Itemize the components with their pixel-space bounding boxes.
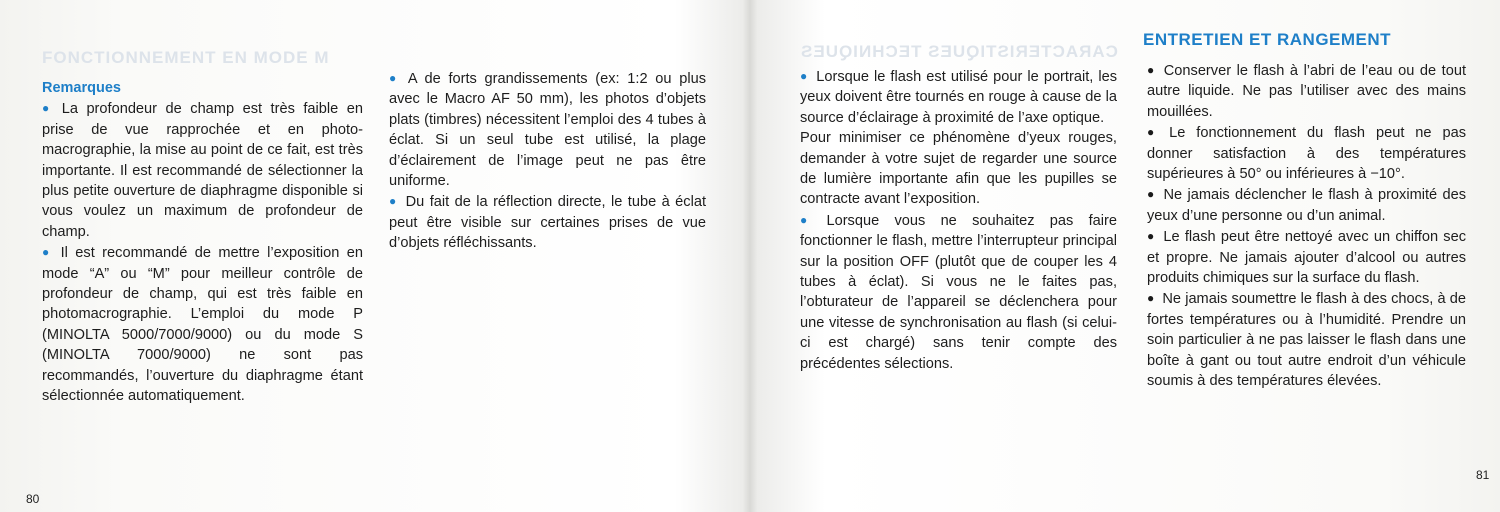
paragraph: ● Du fait de la réflection directe, le tube à éclat peut être visible sur certaines prises de vue d’objets réfléchissants. — [389, 194, 706, 252]
bullet-icon: ● — [800, 69, 809, 83]
bullet-icon: ● — [42, 245, 53, 260]
bullet-icon: ● — [1147, 291, 1155, 306]
bullet-icon: ● — [1147, 187, 1156, 202]
paragraph: ● La profondeur de champ est très faible en prise de vue rapprochée et en photomacrographie, la mise au point de ce fait, est très importante. Il est recommandé de sélectionner la plus petite ouverture de diaphragme disponible si vous voulez un maximum de profondeur de champ. — [42, 101, 364, 240]
paragraph: ● Conserver le flash à l’abri de l’eau ou de tout autre liquide. Ne pas l’utiliser avec des mains mouillées. — [1147, 63, 1466, 120]
bullet-icon: ● — [389, 194, 398, 209]
remarques-heading: Remarques — [42, 80, 121, 96]
left-page-column-2 — [389, 68, 706, 254]
paragraph: ● A de forts grandissements (ex: 1:2 ou plus avec le Macro AF 50 mm), les photos d’objets plats (timbres) nécessitent l’emploi des 4 tubes à éclat. Si un seul tube est utilisé, la plage d’éclairement de l’image peut ne pas être uniforme. — [389, 71, 706, 190]
entretien-heading: ENTRETIEN ET RANGEMENT — [1143, 30, 1392, 49]
left-page-column-1 — [42, 78, 363, 407]
bullet-icon: ● — [1147, 125, 1162, 140]
paragraph: ● Ne jamais soumettre le flash à des chocs, à de fortes températures ou à l’humidité. Prendre un soin particulier à ne pas laisser le flash dans une boîte à gant ou tout autre endroit d’un véhicule soumis à des températures élevées. — [1147, 291, 1466, 390]
paragraph: ● Lorsque le flash est utilisé pour le portrait, les yeux doivent être tournés en rouge à cause de la source d’éclairage à proximité de l’axe optique. — [800, 69, 1118, 126]
bullet-icon: ● — [42, 101, 54, 116]
bullet-icon: ● — [800, 212, 819, 227]
paragraph: ● Lorsque vous ne souhaitez pas faire fonctionner le flash, mettre l’interrupteur principal sur la position OFF (plutôt que de couper les 4 tubes à éclat). Si vous ne le faites pas, l’obturateur de l’appareil se déclenchera pour une vitesse de synchronisation au flash (si celui-ci est chargé) sans tenir compte des précédentes sélections. — [800, 212, 1117, 372]
bullet-icon: ● — [1147, 63, 1156, 77]
paragraph: ● Il est recommandé de mettre l’exposition en mode “A” ou “M” pour meilleur contrôle de profondeur de champ, qui est très faible en photomacrographie. L’emploi du mode P (MINOLTA 5000/7000/9000) ou du mode S (MINOLTA 7000/9000) ne sont pas recommandés, l’ouverture du diaphragme étant sélectionnée automatiquement. — [42, 245, 363, 405]
page-number-right: 81 — [1476, 468, 1490, 482]
bullet-icon: ● — [389, 71, 400, 85]
page-number-left: 80 — [26, 492, 40, 506]
show-through-text: FONCTIONNEMENT EN MODE M — [42, 48, 330, 67]
right-page-column-2 — [1147, 60, 1466, 392]
paragraph: ● Ne jamais déclencher le flash à proximité des yeux d’une personne ou d’un animal. — [1147, 187, 1466, 224]
show-through-text: CARACTERISTIQUES TECHNIQUES — [800, 42, 1118, 61]
paragraph: ● Le fonctionnement du flash peut ne pas donner satisfaction à des températures supérieures à 50° ou inférieures à −10°. — [1147, 125, 1467, 183]
paragraph: Pour minimiser ce phénomène d’yeux rouges, demander à votre sujet de regarder une source de lumière importante afin que les pupilles se contracte avant l’exposition. — [800, 130, 1117, 208]
bullet-icon: ● — [1147, 229, 1156, 244]
right-page-column-1 — [800, 66, 1117, 374]
paragraph: ● Le flash peut être nettoyé avec un chiffon sec et propre. Ne jamais ajouter d’alcool ou autres produits chimiques sur la surface du flash. — [1147, 229, 1467, 287]
